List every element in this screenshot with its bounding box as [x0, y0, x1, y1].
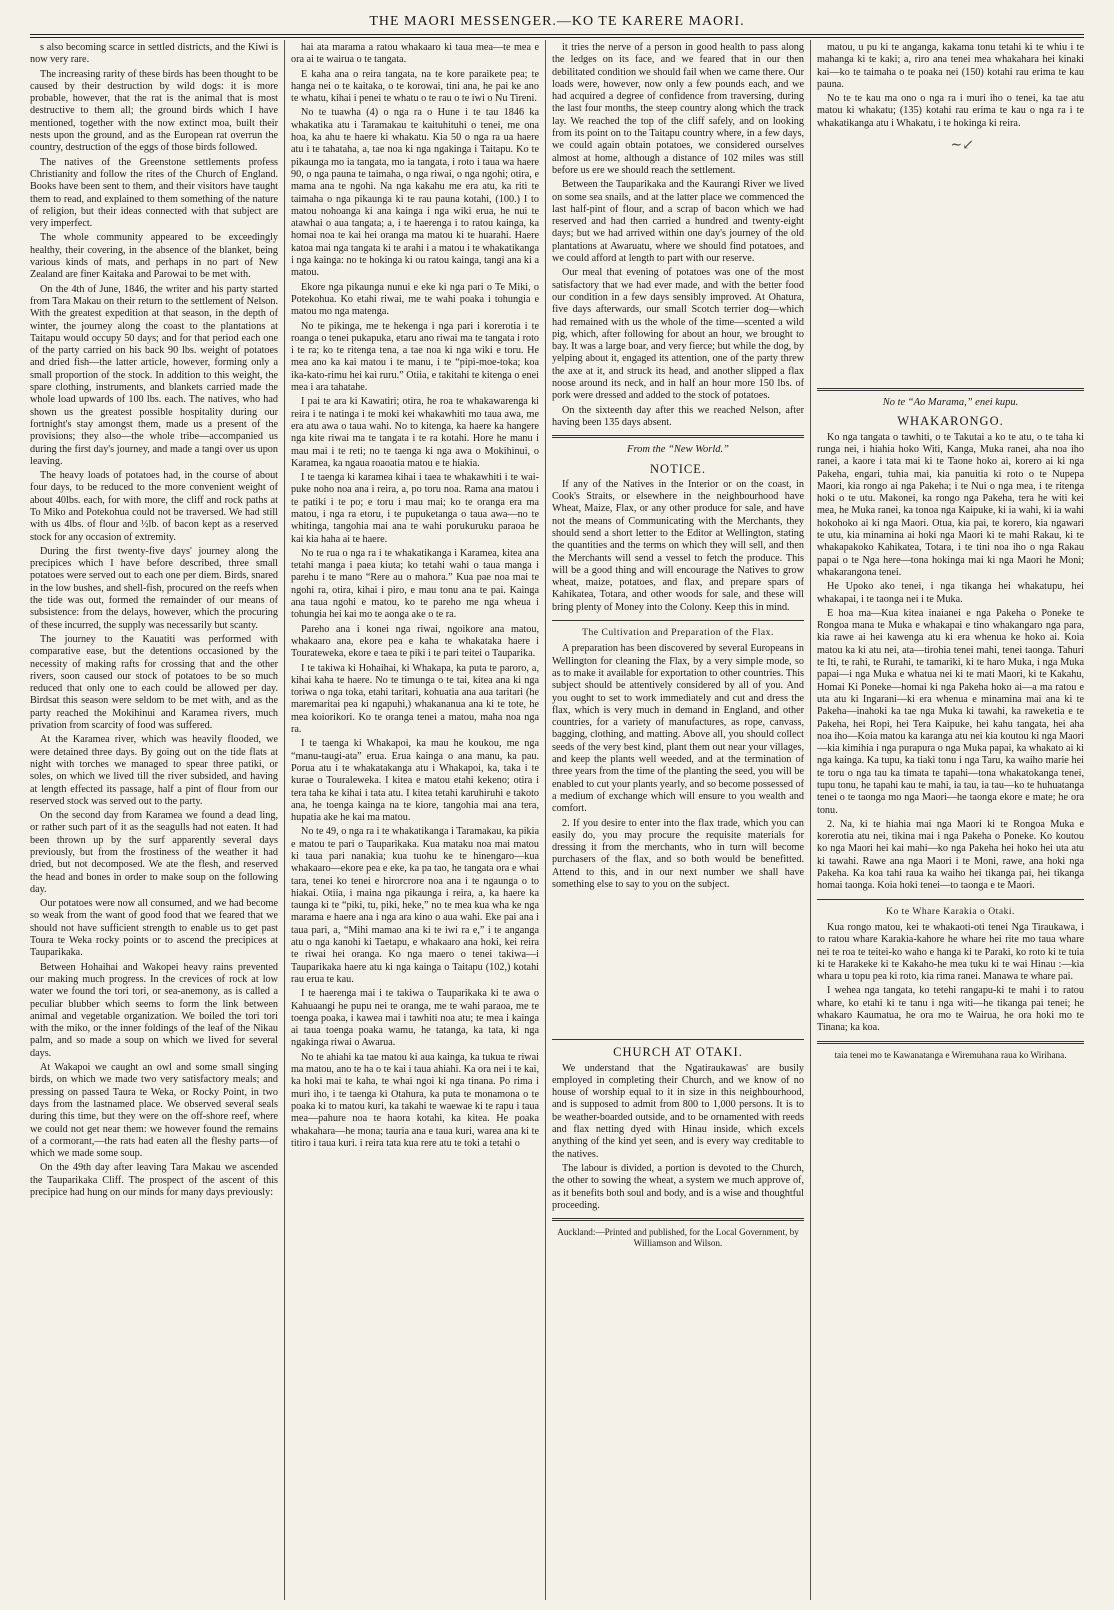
paragraph: On the sixteenth day after this we reached Nelson, after having been 135 days absent.	[552, 404, 804, 428]
imprint-english: Auckland:—Printed and published, for the Local Government, by Williamson and Wilson.	[557, 1227, 799, 1249]
paragraph: Pareho ana i konei nga riwai, ngoikore ana matou, whakaaro ana, ekore pea e kaha te whakataka haere i Tourateweka, ekore e taea te piki i te pari teitei o Tauparika.	[291, 623, 539, 660]
section-rule	[817, 388, 1084, 391]
paragraph: The natives of the Greenstone settlements profess Christianity and follow the rites of the Church of England. Books have been sent to them, and their visitors have taught them to read, and explained to them something of the nature of religion, but their ideas connected with that subject are very imperfect.	[30, 156, 278, 230]
paragraph: The increasing rarity of these birds has been thought to be caused by their destruction by wild dogs: it is more probable, however, that the rat is the animal that is most destructive to them all; the ground birds which I have mentioned, together with the now extinct moa, built their nests upon the ground, and as the European rat overrun the country, destruction of the eggs of those birds followed.	[30, 68, 278, 154]
paragraph: Kua rongo matou, kei te whakaoti-oti tenei Nga Tiraukawa, i to ratou whare Karakia-kahore he whare hei rite mo taua whare nei te roa te teitei-ko waho e hanga ki te Paraki, ko roto ki te tuia ki te Harakeke ki te Kakaho-he mea tuku ki te wai Hinau :—kia whara u topu pea ki roto, kia rima ranei. Manawa te whare pai.	[817, 921, 1084, 983]
whare-karakia-title: Ko te Whare Karakia o Otaki.	[886, 905, 1015, 917]
column-divider	[545, 40, 546, 1600]
notice-paragraphs	[552, 479, 804, 614]
whare-karakia-paragraphs	[817, 922, 1084, 1035]
column-english-journey	[30, 42, 278, 1602]
blank-space	[817, 132, 1084, 382]
column-maori-journey	[291, 42, 539, 1602]
paragraph: E kaha ana o reira tangata, na te kore paraikete pea; te hanga nei o te kaitaka, o te korowai, tini ana, he pai ke ano te whatu, kihai i penei te whatu o te rau o te iwi o Nu Tireni.	[291, 68, 539, 105]
masthead: THE MAORI MESSENGER.—KO TE KARERE MAORI.	[369, 14, 745, 29]
paragraph: The heavy loads of potatoes had, in the course of about four days, to be reduced to the more convenient weight of about 40lbs. each, for with more, the cliff and rock paths at To Miko and Potekohua could not be traversed. We had still with us 4lbs. of flour and ½lb. of bacon kept as a reserved stock for any occasion of extremity.	[30, 470, 278, 543]
paragraph: We understand that the Ngatiraukawas' are busily employed in completing their Church, and we know of no house of worship equal to it in size in this neighbourhood, and is supposed to admit from 800 to 1,000 persons. It is to be weather-boarded outside, and to be ornamented with reeds and flax netting dyed with Hinau inside, which excels anything of the kind yet seen, and is every way creditable to the natives.	[552, 1062, 804, 1160]
paragraph: 2. Na, ki te hiahia mai nga Maori ki te Rongoa Muka e korerotia atu nei, tikina mai i nga Pakeha o Poneke. Ko koutou ko nga Maori hei kai mahi—ko nga Pakeha hei hoko hei uta atu ki tawahi. Rawe ana nga Maori i te Moni, rawe, ana hoki nga Pakeha. Ka koa tahi raua ka waiho hei tikanga pai, hei tikanga homai taonga. Koia hoki tenei—to taonga e te Maori.	[817, 818, 1084, 892]
column-notices-english	[552, 42, 804, 1602]
paragraph: The journey to the Kauatiti was performed with comparative ease, but the detentions occasioned by the necessity of making rafts for crossing that and the other rivers, soon caused our stock of potatoes to be so much reduced that only one to each could be allowed per day. Birdsat this season were seldom to be met with, and as the party reached the Mokihinui and Karamea rivers, much privation from scarcity of food was suffered.	[30, 633, 278, 732]
paragraph: I wehea nga tangata, ko tetehi rangapu-ki te mahi i to ratou whare, ko etahi ki te tanu i nga witi—he tikanga pai tenei; he whakaro Kaumatua, he ora mo te Wairua, he ora hoki mo te Tinana; ka koa.	[817, 985, 1084, 1034]
column-divider	[284, 40, 285, 1600]
col3-main-paragraphs	[552, 42, 804, 429]
section-rule	[552, 1218, 804, 1221]
paragraph: No te 49, o nga ra i te whakatikanga i Taramakau, ka pikia e matou te pari o Tauparikaka. Kua mataku noa mai matou ki taua pari nanakia; kua tuohu ke te hinengaro—kua whakaaro—ekore pea e eke, ka pa tao, he tangata ora e whai tara, tenei ko tenei e hirorcrore noa ana i te ngaunga o to hiakai. Otiia, i maina nga pikaunga i reira, a, ka haere ka taunga ki te “piki, tu, piki, heke,” no te mea kua wha ke nga marama e haere ana i nga ara kino o aua wahi. Eke pai ana i taua pari, a, “Mihi mamao ana ki te iwi ra e,” i te anganga atu o nga kanohi ki Taetapu, e whakaaro ana hoki, kei reira te riwai hei oranga. Ko nga maero o tenei takiwa—i Tauparikaka haere atu ki nga kainga o Taitapu (102,) kotahi rau erua te kau.	[291, 826, 539, 985]
paragraph: The whole community appeared to be exceedingly healthy, their covering, in the absence of the blanket, being various kinds of mats, and perhaps in no part of New Zealand are finer Kaitaka and Parowai to be met with.	[30, 232, 278, 281]
paragraph: No te te kau ma ono o nga ra i muri iho o tenei, ka tae atu matou ki whakatu; (135) kotahi rau erima te kau o nga ra i te whakatikanga atu i Whakatu, i te hokinga ki reira.	[817, 93, 1084, 129]
paragraph: it tries the nerve of a person in good health to pass along the ledges on its face, and we feared that in our then debilitated condition we should fail when we came there. Our loads were, however, now only a few pounds each, and we had acquired a degree of confidence from traversing, during the last four months, the steep country along which the track lay. We reached the top of the cliff safely, and on looking from its point on to the Taitapu country where, in a few days, we could again obtain potatoes, we considered ourselves almost at home, although a distance of 102 miles was still before us ere we should reach the settlement.	[552, 42, 804, 176]
paragraph: The labour is divided, a portion is devoted to the Church, the other to sowing the wheat, a system we much approve of, as it benefits both soul and body, and is a wise and thoughtful proceeding.	[552, 1162, 804, 1211]
flax-paragraphs	[552, 643, 804, 891]
paragraph: Ko nga tangata o tawhiti, o te Takutai a ko te atu, o te taha ki runga nei, i hiahia hoko Witi, Kanga, Muka ranei, aha noa iho ranei, a kaore i tata mai ki te Taone hoko ai, korero ai ki nga Pakeha, engari, tuhia mai, kia panuitia ki roto o te Nupepa Maori, kia rongo ai nga Pakeha; i te Nui o nga mea, i te ritenga hoki o te utu. Makonei, ka rongo nga Pakeha, tera he witi kei mea, he Muka ranei, ka tonoa nga Kaipuke, ki ia wahi, ki ia wahi hokohoko ai ki nga Maori. Otua, kia pai, te korero, kia ngawari te utu, kia minamina ai hoki nga Maori ki te mahi Rakau, ki te whakapakoko Kahikatea, Totara, i te tini noa iho o nga Rakau papai o te Nga here—tona hokinga mai ki nga Maori he Moni; whakarangona tenei.	[817, 431, 1084, 578]
col4-top-paragraphs	[817, 42, 1084, 130]
paragraph: I te haerenga mai i te takiwa o Tauparikaka ki te awa o Kahuaangi he pupu nei te oranga, me te wahi paraoa, me te toenga poaka, i kawea mai i tawhiti noa atu; te mea i kainga ai taua toenga poaka wamu, he tatanga, ka tata, ki nga ngakinga riwai o Awarua.	[291, 988, 539, 1049]
paragraph: No te pikinga, me te hekenga i nga pari i korerotia i te roanga o tenei pukapuka, etaru ano riwai ma te tangata i roto i te ra; ko te ritenga tena, a tae noa ki nga wiki e toru. He mea ano ka kai matou i te manu, i te “pipi-moe-toka; koa ika-kato-rimu hei kai ruru.” Otiia, e takitahi te kitenga o enei mea i ara tahatahe.	[291, 320, 539, 394]
ink-mark-icon: ∼↙	[950, 138, 974, 154]
col2-paragraphs	[291, 42, 539, 1150]
church-paragraphs	[552, 1063, 804, 1213]
paragraph: No te rua o nga ra i te whakatikanga i Karamea, kitea ana tetahi manga i paea kiuta; ko tetahi wahi o taua manga i parehu i te mano “Rere au o mahora.” Kua pae noa mai te ngohi ra, otira, kihai i piro, e mau tonu ana te pai. Kainga ana taua ngohi e matou, ko te pareho me nga wheua i tohungia hei kai mo te aonga ake o te ra.	[291, 547, 539, 621]
whakarongo-source: No te “Ao Marama,” enei kupu.	[882, 397, 1019, 409]
church-title: CHURCH AT OTAKI.	[613, 1045, 743, 1060]
section-rule	[552, 620, 804, 621]
paragraph: s also becoming scarce in settled districts, and the Kiwi is now very rare.	[30, 42, 278, 66]
paragraph: A preparation has been discovered by several Europeans in Wellington for cleaning the Flax, by a very simple mode, so as to make it available for exportation to other countries. This subject should be attentively considered by all of you. And you ought to set to work immediately and cut and dress the flax, which is very much in demand in England, and other countries, for a variety of manufactures, as rope, canvass, bagging, clothing, and matting. Above all, you should collect seeds of the very best kind, plant them out near your villages, and keep the plants well weeded, and at the termination of three years from the time of the planting the seed, you will be enabled to cut your plants yearly, and so become possessed of a medium of exchange which will ensure to you wealth and comfort.	[552, 643, 804, 815]
paragraph: Ekore nga pikaunga nunui e eke ki nga pari o Te Miki, o Potekohua. Ko etahi riwai, me te wahi poaka i tohungia e matou mo nga matenga.	[291, 281, 539, 318]
paragraph: Between the Tauparikaka and the Kaurangi River we lived on some sea snails, and at the latter place we commenced the last half-pint of flour, and a scrap of bacon which we had reserved and had then carried a hundred and twenty-eight days; but we had arrived within one day's journey of the old plantations at Awaruatu, where we should find potatoes, and we could afford at length to part with our reserve.	[552, 179, 804, 265]
paragraph: I pai te ara ki Kawatiri; otira, he roa te whakawarenga ki reira i te natinga i te moki kei whakawhiti mo taua awa, me era atu awa o taua wahi. No to kitenga, ka haere ka hangere nga kite riwai ma te tangata i te ra kotahi. Hore he manu i mau mai i te reti; no te taenga ki nga awa o Mokihinui, o Karamea, ka ngaua roaoatia matou e te hiakia.	[291, 396, 539, 469]
paragraph: hai ata marama a ratou whakaaro ki taua mea—te mea e ora ai te wairua o te tangata.	[291, 42, 539, 66]
notice-source: From the “New World.”	[627, 444, 729, 456]
flax-title: The Cultivation and Preparation of the Flax.	[582, 627, 774, 639]
paragraph: Our meal that evening of potatoes was one of the most satisfactory that we had ever made, and with the better food our condition in a few days sensibly improved. At Ohatura, five days afterwards, our small Scotch terrier dog—which had remained with us the whole of the time—scented a wild pig, which, after following for about an hour, we brought to bay. It was a large boar, and very fierce; but while the dog, by yelping about it, engaged its attention, one of the party threw the axe at it, and struck its head, and another slipped a flax noose around its neck, and in half an hour more 150 lbs. of pork were dressed and added to the stock of potatoes.	[552, 267, 804, 402]
section-rule	[552, 1039, 804, 1040]
whakarongo-paragraphs	[817, 432, 1084, 893]
masthead-rule-2	[30, 37, 1084, 38]
col1-paragraphs	[30, 42, 278, 1199]
paragraph: matou, u pu ki te anganga, kakama tonu tetahi ki te whiu i te mahanga ki te kaki; a, riro ana tenei mea whakahara hei kinaki kai—ko te taimaha o te poaka nei (150) kotahi rau erima te kau pauna.	[817, 42, 1084, 90]
paragraph: I te taenga ki karamea kihai i taea te whakawhiti i te wai-puke noho noa ana i reira, a, po toru noa. Rama ana matou i te patiki i te po; e toru i mau mai; ko te oranga era ma matou, i nga ra etoru, i te pupuketanga o taua awa—no te whitinga, tangohia mai ana te wahi porukuruku paraoa he kai kia haha ai te haere.	[291, 472, 539, 545]
paragraph: During the first twenty-five days' journey along the precipices which I have before described, three small potatoes were served out to each one per diem. Birds, snared in the low bushes, and shell-fish, procured on the reefs when the tide was out, formed the remainder of our means of subsistence: from the delays, however, which the procuring of these incurred, the supply was necessarily but scanty.	[30, 545, 278, 631]
column-notices-maori	[817, 42, 1084, 1602]
paragraph: No te tuawha (4) o nga ra o Hune i te tau 1846 ka whakatika atu i Taramakau te kaituhituhi o tenei, me ona hoa, ka ahu te haere ki whakatu. Kia 50 o nga ra ua haere atu i te tahataha, a, tae noa ki nga ngakinga i Taitapu. Ko te pikaunga mo ia tangata, mo ia tangata, i roto i taua wa haere 90, o nga pauna te taimaha, o nga riwai, o nga ngohi; otira, e mama ana te ngohi. Na nga kakahu me era atu, ka riti te taimaha o nga pikaunga ki te rau pauna kotahi, (100.) I to matou nohoanga ki ana kainga i nga wiki erua, he nui te atawhai o aua tangata; a, i te haerenga i to ratou kainga, ka homai noa te kai hei oranga ma matou ki te huarahi. Haere katoa mai nga tangata ki te arahi i a matou i te whakatikanga i nga kainga: no te hokinga ki ou ratou kainga, tangi ana ki a matou.	[291, 107, 539, 279]
paragraph: He Upoko ako tenei, i nga tikanga hei whakatupu, hei whakapai, i te taonga nei i te Muka.	[817, 581, 1084, 605]
paragraph: On the 4th of June, 1846, the writer and his party started from Tara Makau on their return to the settlement of Nelson. With the greatest expedition at that season, in the depth of winter, the journey along the coast to the plantations at Taitapu would occupy 50 days; and for that period each one of the party carried on his back 90 lbs. weight of potatoes and dried fish—the latter article, however, forming only a small proportion of the stock. In addition to this weight, the spare clothing, instruments, and blankets carried made the whole load upwards of 100 lbs. each. The natives, who had shown us the greatest possible hospitality during our fortnight's stay amongst them, made us a present of the provisions; they also—the whole tribe—accompanied us during the first day's journey, and made a tangi over us upon leaving.	[30, 283, 278, 467]
paragraph: At Wakapoi we caught an owl and some small singing birds, on which we made two very satisfactory meals; and pressing on passed Taura te Weka, or Rocky Point, in two days from the lastnamed place. We observed several seals during this time, but they were on the off-shore reef, where we could not get near them: we however found the remains of a cormorant,—the rats had eaten all the fleshy parts—of which we made some soup.	[30, 1062, 278, 1160]
whakarongo-title: WHAKARONGO.	[897, 414, 1004, 429]
masthead-rule	[30, 34, 1084, 35]
section-rule	[817, 899, 1084, 900]
column-divider	[810, 40, 811, 1600]
paragraph: At the Karamea river, which was heavily flooded, we were detained three days. By going out on the tide flats at night with torches we managed to spear three patiki, or soles, on which we lived till the river subsided, and having at length effected its passage, half a pint of flour from our reserved stock was served out to the party.	[30, 734, 278, 807]
paragraph: 2. If you desire to enter into the flax trade, which you can easily do, you may procure the requisite materials for dressing it from the merchants, who in turn will become purchasers of the flax, and so both would be benefitted. Attend to this, and in our next number we shall have something else to say to you on the subject.	[552, 817, 804, 890]
paragraph: I te taenga ki Whakapoi, ka mau he koukou, me nga “manu-taugi-ata” erua. Erua kainga o ana manu, ka pau. Porua atu i te whakatakanga atu i Whakapoi, ka, taka i te kurae o Touraleweka. I kitea e matou etahi kekeno; otira i tera taha ke kihai i tata atu. I kitea tetahi karuhiruhi e takoto ana, he toenga kainga na te kiore, tangohia mai ana tera, hupatia ake he kai ma matou.	[291, 738, 539, 824]
paragraph: If any of the Natives in the Interior or on the coast, in Cook's Straits, or elsewhere in the neighbourhood have Wheat, Maize, Flax, or any other produce for sale, and have not the means of Communicating with the Merchants, they should send a short letter to the Editor at Wellington, stating the quantities and the terms on which they will sell, and then the Merchants will send a vessel to fetch the produce. This will be a good thing and will encourage the Natives to grow wheat, maize, potatoes, and flax, and prepare spars of Kahikatea, Totara, and other woods for sale, and these will bring plenty of Money into the Colony. Keep this in mind.	[552, 478, 804, 613]
paragraph: Our potatoes were now all consumed, and we had become so weak from the want of good food that we feared that we should not have sufficient strength to enable us to get past Toura te Weka rocky points or to ascend the precipices at Tauparikaka.	[30, 898, 278, 959]
paragraph: E hoa ma—Kua kitea inaianei e nga Pakeha o Poneke te Rongoa mana te Muka e whakapai e tino whakangaro nga para, kia rawe ai hei kawenga atu ki era whenua ke hoko ai. Koia matou ka ki atu nei, ata—tirohia tenei mahi, tenei taonga. Tahuri te Iti, te rahi, te Rurahi, te tamariki, ki te haro Muka, i nga Muka papai—i nga Muka e whatua nei ki te mati Maori, ki te Kakahu, Homai Ki Poneke—homai ki nga Pakeha hoko ai—a ma ratou e uta atu ki Ingarani—ki era whenua e minamina mai ana ki te Pakeha—inahoki ka tae nga Muka ki tawahi, ka raweketia e te Pakeha, hei Ropi, hei Tera Kaipuke, hei kahu tangata, hei aha noa iho—Koia matou ka karanga atu nei kia koutou ki nga Maori—kia kimihia i nga purapura o nga Muka papai, ka whakato ai ki nga kainga. Ka tupu, ka tiaki tonu i nga Taru, ka waiho marie hei te toru o nga tau ka timata te tapahi—tona whakatokanga tenei, tupu tonu, he tapahi kau te mahi, ia tau, ia tau—ko te huhuatanga tenei o te taonga mo nga Maori—he taonga ekore e mate; he ora tonu.	[817, 607, 1084, 816]
paragraph: I te takiwa ki Hohaihai, ki Whakapa, ka puta te paroro, a, kihai kaha te haere. No te timunga o te tai, kitea ana ki nga toriwa o nga toka, etahi taritari, kohuatia ana aua taritari (he maremaritai pea ki ngapuhi,) whakananua ana ki te tote, he mea koiorikori. Ko te oranga tenei a matou, maha noa nga ra.	[291, 662, 539, 736]
paragraph: On the 49th day after leaving Tara Makau we ascended the Tauparikaka Cliff. The prospect of the ascent of this precipice had hung on our minds for many days previously:	[30, 1162, 278, 1199]
notice-title: NOTICE.	[650, 461, 706, 476]
imprint-maori: taia tenei mo te Kawanatanga e Wiremuhana raua ko Wirihana.	[834, 1049, 1067, 1060]
paragraph: On the second day from Karamea we found a dead ling, or rather such part of it as the seagulls had not eaten. It had been thrown up by the surf apparently several days previously, but from the frostiness of the weather it had dried, but not decomposed. We ate the flesh, and reserved the head and bones in order to make soup on the following day.	[30, 810, 278, 895]
blank-space	[552, 893, 804, 1033]
section-rule	[552, 435, 804, 438]
paragraph: No te ahiahi ka tae matou ki aua kainga, ka tukua te riwai ma matou, ano te ha o te kai i taua ahiahi. Ka ora nei i te kai, ka hoki mai te kaha, te whai ngoi ki nga tinana. Po rima i muri iho, i te taenga ki Otahura, ka puta te monamona o te poaka ki to matou kuri, ka takahi te waewae ki te rapu i taua mea—pahure noa te haora kotahi, ka kitea. He poaka whakahara—he mona; tauria ana e taua kuri, warea ana ki te titiro i taua kuri. i reira tata kua rere atu te toki a tetahi o	[291, 1051, 539, 1149]
paragraph: Between Hohaihai and Wakopei heavy rains prevented our making much progress. In the crevices of rock at low water we found the tori tori, or sea-anemony, as is called a peculiar blubber which seems to form the link between animal and vegetable organization. We boiled the tori tori with the miko, or the inner foldings of the leaf of the Nikau palm, and so made a soup on which we lived for several days.	[30, 961, 278, 1059]
section-rule	[817, 1041, 1084, 1044]
